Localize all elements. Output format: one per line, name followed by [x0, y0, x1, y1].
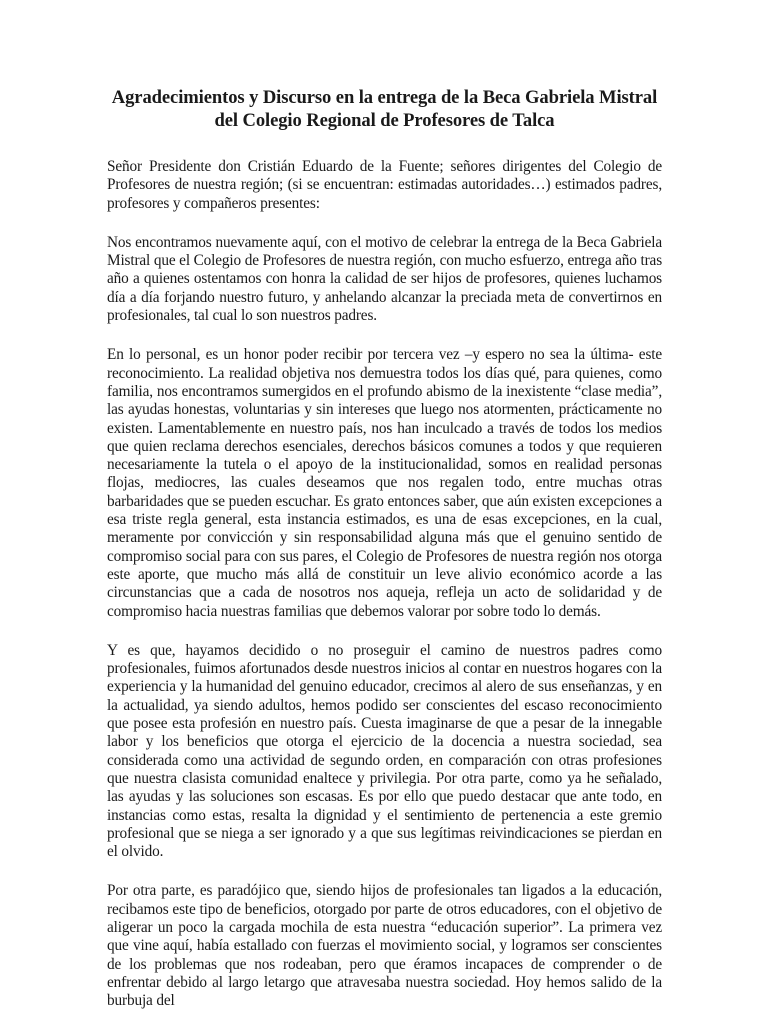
paragraph-paradox: Por otra parte, es paradójico que, siendo hijos de profesionales tan ligados a la educación, recibamos este tipo de beneficios, otorgado por parte de otros educadores, con el objetivo de aligerar un poco la cargada mochila de esta nuestra “educación superior”. La primera vez que vine aquí, había estallado con fuerzas el movimiento social, y logramos ser conscientes de los problemas que nos rodeaban, pero que éramos incapaces de comprender o de enfrentar debido al largo letargo que atravesaba nuestra sociedad. Hoy hemos salido de la burbuja del — [107, 882, 662, 1010]
document-title — [107, 86, 662, 132]
paragraph-introduction: Nos encontramos nuevamente aquí, con el motivo de celebrar la entrega de la Beca Gabriela Mistral que el Colegio de Profesores de nuestra región, con mucho esfuerzo, entrega año tras año a quienes ostentamos con honra la calidad de ser hijos de profesores, quienes luchamos día a día forjando nuestro futuro, y anhelando alcanzar la preciada meta de convertirnos en profesionales, tal cual lo son nuestros padres. — [107, 233, 662, 325]
title-line-2: del Colegio Regional de Profesores de Talca — [214, 110, 555, 131]
title-line-1: Agradecimientos y Discurso en la entrega de la Beca Gabriela Mistral — [111, 87, 658, 108]
document-page — [107, 86, 662, 1031]
paragraph-personal: En lo personal, es un honor poder recibir por tercera vez –y espero no sea la última- este reconocimiento. La realidad objetiva nos demuestra todos los días qué, para quienes, como familia, nos encontramos sumergidos en el profundo abismo de la inexistente “clase media”, las ayudas honestas, voluntarias y sin intereses que luego nos atormenten, prácticamente no existen. Lamentablemente en nuestro país, nos han inculcado a través de todos los medios que quien reclama derechos esenciales, derechos básicos comunes a todos y que requieren necesariamente la tutela o el apoyo de la institucionalidad, somos en realidad personas flojas, mediocres, las cuales deseamos que nos regalen todo, entre muchas otras barbaridades que se pueden escuchar. Es grato entonces saber, que aún existen excepciones a esa triste regla general, esta instancia estimados, es una de esas excepciones, en la cual, meramente por convicción y sin responsabilidad alguna más que el genuino sentido de compromiso social para con sus pares, el Colegio de Profesores de nuestra región nos otorga este aporte, que mucho más allá de constituir un leve alivio económico acorde a las circunstancias que a cada de nosotros nos aqueja, refleja un acto de solidaridad y de compromiso hacia nuestras familias que debemos valorar por sobre todo lo demás. — [107, 346, 662, 620]
paragraph-profession: Y es que, hayamos decidido o no proseguir el camino de nuestros padres como profesionales, fuimos afortunados desde nuestros inicios al contar en nuestros hogares con la experiencia y la humanidad del genuino educador, crecimos al alero de sus enseñanzas, y en la actualidad, ya siendo adultos, hemos podido ser conscientes del escaso reconocimiento que posee esta profesión en nuestro país. Cuesta imaginarse de que a pesar de la innegable labor y los beneficios que otorga el ejercicio de la docencia a nuestra sociedad, sea considerada como una actividad de segundo orden, en comparación con otras profesiones que nuestra clasista comunidad enaltece y privilegia. Por otra parte, como ya he señalado, las ayudas y las soluciones son escasas. Es por ello que puedo destacar que ante todo, en instancias como estas, resalta la dignidad y el sentimiento de pertenencia a este gremio profesional que se niega a ser ignorado y a que sus legítimas reivindicaciones se pierdan en el olvido. — [107, 641, 662, 861]
paragraph-salutation: Señor Presidente don Cristián Eduardo de la Fuente; señores dirigentes del Colegio de Profesores de nuestra región; (si se encuentran: estimadas autoridades…) estimados padres, profesores y compañeros presentes: — [107, 158, 662, 212]
